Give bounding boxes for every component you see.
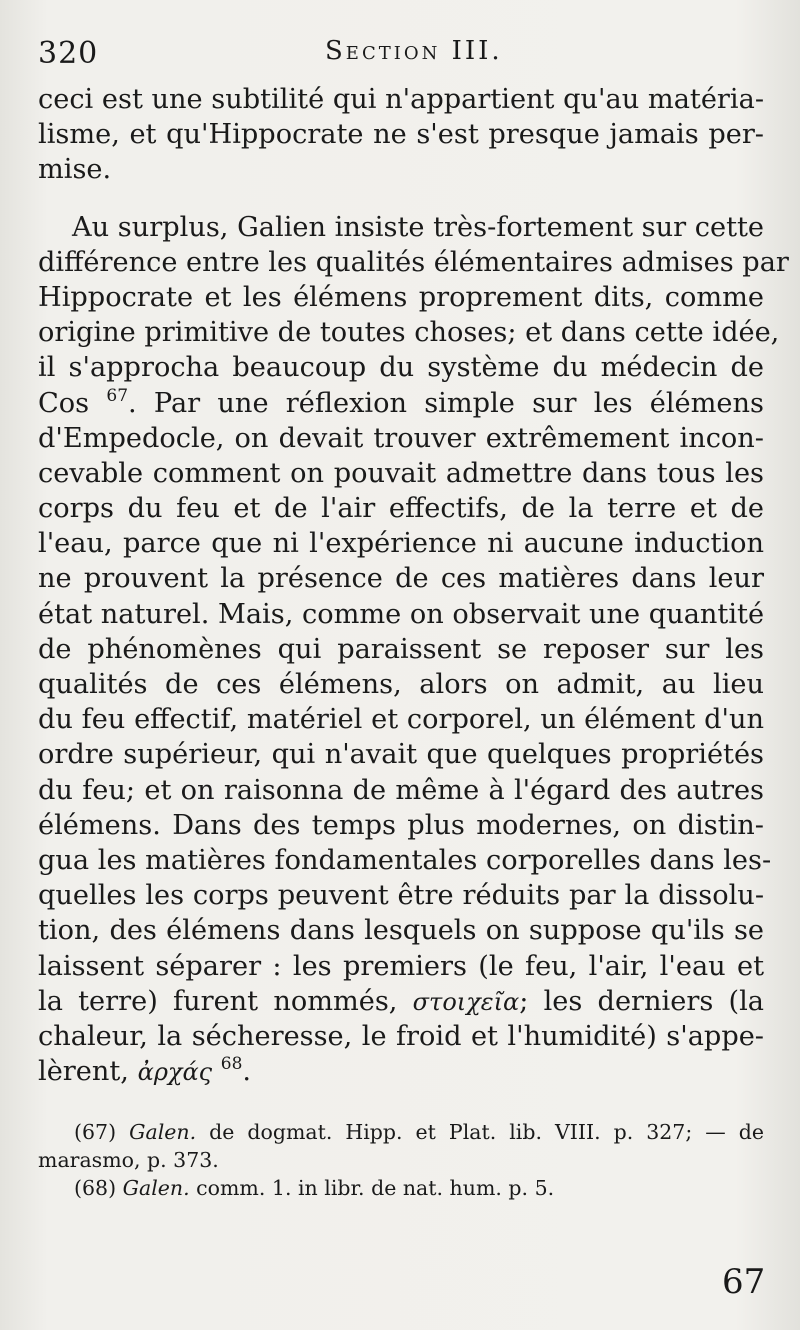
text-line: ceci est une subtilité qui n'appartient qu'au matéria-: [38, 84, 764, 115]
text-line: Hippocrate et les élémens proprement dits, comme: [38, 281, 764, 313]
text-line-with-note: [38, 386, 764, 421]
footnote-marker: (68): [74, 1176, 117, 1200]
text-line: cevable comment on pouvait admettre dans tous les: [38, 457, 764, 489]
page-header: [30, 36, 770, 76]
footnote-text: comm. 1. in libr. de nat. hum. p. 5.: [196, 1176, 555, 1200]
final-period: .: [242, 1056, 252, 1088]
page-number: 320: [38, 36, 99, 71]
text-line: d'Empedocle, on devait trouver extrêmement incon-: [38, 422, 764, 454]
text-line: ne prouvent la présence de ces matières dans leur: [38, 563, 764, 595]
text-fragment: ; les derniers (la: [519, 985, 764, 1017]
text-line-with-greek: [38, 984, 764, 1019]
signature-mark: 67: [722, 1262, 766, 1302]
text-fragment: la terre) furent nommés,: [38, 985, 398, 1017]
text-line: différence entre les qualités élémentaires admises par: [38, 246, 789, 278]
text-line: tion, des élémens dans lesquels on suppose qu'ils se: [38, 915, 764, 947]
text-line-with-greek: [38, 1054, 764, 1089]
text-line: origine primitive de toutes choses; et dans cette idée,: [38, 317, 780, 349]
text-line: laissent séparer : les premiers (le feu, l'air, l'eau et: [38, 950, 764, 982]
text-line: gua les matières fondamentales corporelles dans les-: [38, 844, 772, 876]
footnotes: [38, 1118, 764, 1202]
text-line: chaleur, la sécheresse, le froid et l'humidité) s'appe-: [38, 1020, 764, 1052]
text-line: il s'approcha beaucoup du système du médecin de: [38, 352, 764, 384]
text-line: lisme, et qu'Hippocrate ne s'est presque jamais per-: [38, 119, 764, 151]
text-line: du feu; et on raisonna de même à l'égard des autres: [38, 774, 764, 806]
body-text: [38, 82, 789, 1089]
text-line: ordre supérieur, qui n'avait que quelques propriétés: [38, 739, 764, 771]
greek-word-stoicheia: στοιχεῖα: [412, 987, 520, 1016]
footnote-marker: (67): [74, 1120, 117, 1144]
text-line: état naturel. Mais, comme on observait une quantité: [38, 598, 765, 630]
text-fragment: . Par une réflexion simple sur les élémens: [128, 387, 764, 419]
text-line: l'eau, parce que ni l'expérience ni aucune induction: [38, 528, 764, 560]
text-line: mise.: [38, 154, 112, 186]
text-line: de phénomènes qui paraissent se reposer sur les: [38, 633, 764, 665]
note-ref-68: 68: [220, 1054, 243, 1075]
text-line: corps du feu et de l'air effectifs, de la terre et de: [38, 493, 764, 525]
text-line: quelles les corps peuvent être réduits par la dissolu-: [38, 880, 764, 912]
text-line: qualités de ces élémens, alors on admit, au lieu: [38, 669, 764, 700]
note-ref-67: 67: [106, 385, 129, 406]
text-line: élémens. Dans des temps plus modernes, on distin-: [38, 809, 764, 841]
greek-word-archas: ἀρχάς: [137, 1058, 213, 1087]
footnote-text: de dogmat. Hipp. et Plat. lib. VIII. p. 327; — de: [209, 1120, 764, 1144]
footnote-author: Galen.: [122, 1176, 190, 1200]
running-head: Section III.: [325, 36, 503, 66]
text-fragment: lèrent,: [38, 1056, 129, 1088]
footnote-67: [38, 1118, 764, 1146]
footnote-author: Galen.: [129, 1120, 197, 1144]
text-line: du feu effectif, matériel et corporel, un élément d'un: [38, 704, 764, 736]
text-line: Au surplus, Galien insiste très-fortement sur cette: [72, 211, 765, 243]
footnote-68: [38, 1174, 764, 1202]
text-fragment: Cos: [38, 387, 90, 419]
footnote-67-continued: marasmo, p. 373.: [38, 1148, 219, 1172]
